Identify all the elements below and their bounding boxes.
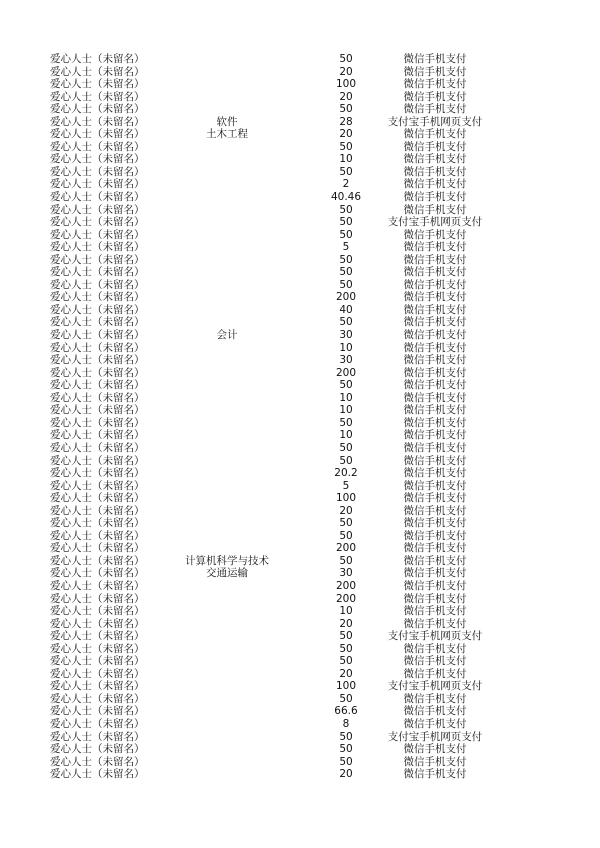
donor-name-cell: 爱心人士（未留名） — [50, 542, 145, 555]
amount-cell: 28 — [339, 115, 353, 128]
table-row — [0, 580, 600, 593]
payment-method-cell: 微信手机支付 — [403, 642, 467, 655]
amount-cell: 50 — [339, 278, 353, 291]
table-row — [0, 731, 600, 744]
payment-method-cell: 微信手机支付 — [403, 554, 467, 567]
payment-method-cell: 支付宝手机网页支付 — [387, 216, 483, 229]
amount-cell: 10 — [339, 605, 353, 618]
donor-name-cell: 爱心人士（未留名） — [50, 630, 145, 643]
table-row — [0, 178, 600, 191]
donor-name-cell: 爱心人士（未留名） — [50, 115, 145, 128]
donor-name-cell: 爱心人士（未留名） — [50, 103, 145, 116]
donor-name-cell: 爱心人士（未留名） — [50, 228, 145, 241]
table-row — [0, 291, 600, 304]
payment-method-cell: 微信手机支付 — [403, 717, 467, 730]
table-row — [0, 266, 600, 279]
donor-name-cell: 爱心人士（未留名） — [50, 78, 145, 91]
payment-method-cell: 微信手机支付 — [403, 667, 467, 680]
amount-cell: 50 — [339, 53, 353, 65]
donor-name-cell: 爱心人士（未留名） — [50, 354, 145, 367]
payment-method-cell: 支付宝手机网页支付 — [387, 730, 483, 743]
donor-name-cell: 爱心人士（未留名） — [50, 567, 145, 580]
amount-cell: 50 — [339, 730, 353, 743]
donor-name-cell: 爱心人士（未留名） — [50, 768, 145, 781]
donor-name-cell: 爱心人士（未留名） — [50, 291, 145, 304]
table-row — [0, 630, 600, 643]
donor-name-cell: 爱心人士（未留名） — [50, 517, 145, 530]
donor-name-cell: 爱心人士（未留名） — [50, 253, 145, 266]
amount-cell: 50 — [339, 165, 353, 178]
donor-name-cell: 爱心人士（未留名） — [50, 404, 145, 417]
amount-cell: 50 — [339, 441, 353, 454]
donor-name-cell: 爱心人士（未留名） — [50, 278, 145, 291]
payment-method-cell: 微信手机支付 — [403, 379, 467, 392]
donor-name-cell: 爱心人士（未留名） — [50, 178, 145, 191]
donor-name-cell: 爱心人士（未留名） — [50, 341, 145, 354]
table-row — [0, 705, 600, 718]
table-row — [0, 354, 600, 367]
table-row — [0, 304, 600, 317]
table-row — [0, 542, 600, 555]
amount-cell: 50 — [339, 529, 353, 542]
major-cell: 交通运输 — [206, 567, 248, 580]
payment-method-cell: 微信手机支付 — [403, 692, 467, 705]
donor-name-cell: 爱心人士（未留名） — [50, 153, 145, 166]
amount-cell: 50 — [339, 203, 353, 216]
amount-cell: 40.46 — [330, 191, 362, 204]
donor-name-cell: 爱心人士（未留名） — [50, 680, 145, 693]
payment-method-cell: 微信手机支付 — [403, 354, 467, 367]
amount-cell: 50 — [339, 266, 353, 279]
payment-method-cell: 微信手机支付 — [403, 153, 467, 166]
amount-cell: 50 — [339, 253, 353, 266]
donor-name-cell: 爱心人士（未留名） — [50, 266, 145, 279]
table-row — [0, 480, 600, 493]
amount-cell: 20 — [339, 768, 353, 781]
amount-cell: 200 — [335, 366, 357, 379]
table-row — [0, 743, 600, 756]
donor-name-cell: 爱心人士（未留名） — [50, 379, 145, 392]
payment-method-cell: 微信手机支付 — [403, 579, 467, 592]
amount-cell: 50 — [339, 103, 353, 116]
amount-cell: 5 — [342, 479, 350, 492]
payment-method-cell: 微信手机支付 — [403, 454, 467, 467]
table-row — [0, 166, 600, 179]
donor-name-cell: 爱心人士（未留名） — [50, 165, 145, 178]
table-row — [0, 768, 600, 781]
table-row — [0, 103, 600, 116]
payment-method-cell: 微信手机支付 — [403, 303, 467, 316]
amount-cell: 20 — [339, 128, 353, 141]
payment-method-cell: 微信手机支付 — [403, 65, 467, 78]
table-row — [0, 492, 600, 505]
table-row — [0, 204, 600, 217]
table-row — [0, 442, 600, 455]
payment-method-cell: 微信手机支付 — [403, 228, 467, 241]
payment-method-cell: 支付宝手机网页支付 — [387, 680, 483, 693]
payment-method-cell: 微信手机支付 — [403, 605, 467, 618]
payment-method-cell: 微信手机支付 — [403, 391, 467, 404]
payment-method-cell: 微信手机支付 — [403, 253, 467, 266]
payment-method-cell: 微信手机支付 — [403, 191, 467, 204]
donor-name-cell: 爱心人士（未留名） — [50, 605, 145, 618]
donor-name-cell: 爱心人士（未留名） — [50, 504, 145, 517]
donor-name-cell: 爱心人士（未留名） — [50, 65, 145, 78]
table-row — [0, 455, 600, 468]
payment-method-cell: 微信手机支付 — [403, 329, 467, 342]
donor-name-cell: 爱心人士（未留名） — [50, 128, 145, 141]
payment-method-cell: 微信手机支付 — [403, 53, 467, 65]
amount-cell: 200 — [335, 579, 357, 592]
donor-name-cell: 爱心人士（未留名） — [50, 140, 145, 153]
donor-name-cell: 爱心人士（未留名） — [50, 479, 145, 492]
table-row — [0, 593, 600, 606]
payment-method-cell: 微信手机支付 — [403, 529, 467, 542]
donor-name-cell: 爱心人士（未留名） — [50, 429, 145, 442]
amount-cell: 30 — [339, 567, 353, 580]
amount-cell: 10 — [339, 153, 353, 166]
amount-cell: 100 — [335, 680, 357, 693]
payment-method-cell: 微信手机支付 — [403, 178, 467, 191]
donor-name-cell: 爱心人士（未留名） — [50, 529, 145, 542]
amount-cell: 50 — [339, 642, 353, 655]
payment-method-cell: 微信手机支付 — [403, 542, 467, 555]
donor-name-cell: 爱心人士（未留名） — [50, 90, 145, 103]
payment-method-cell: 微信手机支付 — [403, 479, 467, 492]
table-row — [0, 116, 600, 129]
amount-cell: 50 — [339, 216, 353, 229]
donor-name-cell: 爱心人士（未留名） — [50, 755, 145, 768]
payment-method-cell: 微信手机支付 — [403, 90, 467, 103]
amount-cell: 2 — [342, 178, 350, 191]
amount-cell: 100 — [335, 492, 357, 505]
donor-name-cell: 爱心人士（未留名） — [50, 53, 145, 65]
amount-cell: 50 — [339, 140, 353, 153]
donor-name-cell: 爱心人士（未留名） — [50, 366, 145, 379]
donor-name-cell: 爱心人士（未留名） — [50, 743, 145, 756]
payment-method-cell: 微信手机支付 — [403, 404, 467, 417]
payment-method-cell: 微信手机支付 — [403, 291, 467, 304]
payment-method-cell: 支付宝手机网页支付 — [387, 630, 483, 643]
table-row — [0, 279, 600, 292]
table-row — [0, 655, 600, 668]
amount-cell: 40 — [339, 303, 353, 316]
table-row — [0, 530, 600, 543]
table-row — [0, 216, 600, 229]
table-row — [0, 66, 600, 79]
payment-method-cell: 微信手机支付 — [403, 366, 467, 379]
payment-method-cell: 微信手机支付 — [403, 617, 467, 630]
amount-cell: 5 — [342, 241, 350, 254]
payment-method-cell: 微信手机支付 — [403, 592, 467, 605]
amount-cell: 50 — [339, 630, 353, 643]
table-row — [0, 229, 600, 242]
donor-name-cell: 爱心人士（未留名） — [50, 391, 145, 404]
donor-name-cell: 爱心人士（未留名） — [50, 667, 145, 680]
amount-cell: 20 — [339, 617, 353, 630]
donor-name-cell: 爱心人士（未留名） — [50, 241, 145, 254]
table-row — [0, 329, 600, 342]
payment-method-cell: 微信手机支付 — [403, 492, 467, 505]
donor-name-cell: 爱心人士（未留名） — [50, 554, 145, 567]
donor-name-cell: 爱心人士（未留名） — [50, 454, 145, 467]
payment-method-cell: 支付宝手机网页支付 — [387, 115, 483, 128]
amount-cell: 10 — [339, 341, 353, 354]
table-row — [0, 567, 600, 580]
payment-method-cell: 微信手机支付 — [403, 165, 467, 178]
donor-name-cell: 爱心人士（未留名） — [50, 717, 145, 730]
amount-cell: 30 — [339, 329, 353, 342]
payment-method-cell: 微信手机支付 — [403, 266, 467, 279]
amount-cell: 8 — [342, 717, 350, 730]
table-row — [0, 78, 600, 91]
table-row — [0, 643, 600, 656]
payment-method-cell: 微信手机支付 — [403, 755, 467, 768]
amount-cell: 66.6 — [334, 705, 358, 718]
payment-method-cell: 微信手机支付 — [403, 743, 467, 756]
payment-method-cell: 微信手机支付 — [403, 705, 467, 718]
donor-name-cell: 爱心人士（未留名） — [50, 467, 145, 480]
amount-cell: 20 — [339, 90, 353, 103]
table-row — [0, 342, 600, 355]
table-row — [0, 316, 600, 329]
donor-name-cell: 爱心人士（未留名） — [50, 692, 145, 705]
table-row — [0, 241, 600, 254]
table-row — [0, 153, 600, 166]
table-row — [0, 680, 600, 693]
amount-cell: 100 — [335, 78, 357, 91]
payment-method-cell: 微信手机支付 — [403, 128, 467, 141]
table-row — [0, 404, 600, 417]
donor-name-cell: 爱心人士（未留名） — [50, 316, 145, 329]
payment-method-cell: 微信手机支付 — [403, 567, 467, 580]
amount-cell: 20 — [339, 65, 353, 78]
amount-cell: 30 — [339, 354, 353, 367]
table-row — [0, 254, 600, 267]
donor-name-cell: 爱心人士（未留名） — [50, 416, 145, 429]
amount-cell: 20.2 — [334, 467, 358, 480]
donor-name-cell: 爱心人士（未留名） — [50, 730, 145, 743]
table-row — [0, 668, 600, 681]
payment-method-cell: 微信手机支付 — [403, 655, 467, 668]
donor-name-cell: 爱心人士（未留名） — [50, 617, 145, 630]
table-row — [0, 141, 600, 154]
amount-cell: 50 — [339, 554, 353, 567]
amount-cell: 50 — [339, 517, 353, 530]
amount-cell: 50 — [339, 692, 353, 705]
amount-cell: 20 — [339, 504, 353, 517]
table-row — [0, 429, 600, 442]
amount-cell: 50 — [339, 454, 353, 467]
major-cell: 会计 — [216, 329, 238, 342]
amount-cell: 50 — [339, 416, 353, 429]
table-row — [0, 718, 600, 731]
major-cell: 软件 — [216, 115, 238, 128]
donor-name-cell: 爱心人士（未留名） — [50, 579, 145, 592]
table-row — [0, 392, 600, 405]
payment-method-cell: 微信手机支付 — [403, 316, 467, 329]
payment-method-cell: 微信手机支付 — [403, 341, 467, 354]
amount-cell: 200 — [335, 592, 357, 605]
amount-cell: 200 — [335, 291, 357, 304]
donor-name-cell: 爱心人士（未留名） — [50, 191, 145, 204]
table-row — [0, 605, 600, 618]
donor-name-cell: 爱心人士（未留名） — [50, 592, 145, 605]
table-row — [0, 467, 600, 480]
payment-method-cell: 微信手机支付 — [403, 140, 467, 153]
payment-method-cell: 微信手机支付 — [403, 241, 467, 254]
payment-method-cell: 微信手机支付 — [403, 429, 467, 442]
donor-name-cell: 爱心人士（未留名） — [50, 705, 145, 718]
payment-method-cell: 微信手机支付 — [403, 517, 467, 530]
table-row — [0, 91, 600, 104]
amount-cell: 50 — [339, 755, 353, 768]
table-row — [0, 379, 600, 392]
donor-name-cell: 爱心人士（未留名） — [50, 492, 145, 505]
payment-method-cell: 微信手机支付 — [403, 103, 467, 116]
table-row — [0, 53, 600, 66]
amount-cell: 50 — [339, 743, 353, 756]
amount-cell: 50 — [339, 655, 353, 668]
payment-method-cell: 微信手机支付 — [403, 504, 467, 517]
amount-cell: 50 — [339, 379, 353, 392]
table-row — [0, 693, 600, 706]
payment-method-cell: 微信手机支付 — [403, 467, 467, 480]
donation-table — [0, 53, 600, 781]
table-row — [0, 618, 600, 631]
amount-cell: 50 — [339, 316, 353, 329]
payment-method-cell: 微信手机支付 — [403, 768, 467, 781]
table-row — [0, 367, 600, 380]
amount-cell: 10 — [339, 391, 353, 404]
major-cell: 计算机科学与技术 — [185, 554, 269, 567]
payment-method-cell: 微信手机支付 — [403, 278, 467, 291]
payment-method-cell: 微信手机支付 — [403, 78, 467, 91]
payment-method-cell: 微信手机支付 — [403, 416, 467, 429]
table-row — [0, 417, 600, 430]
donor-name-cell: 爱心人士（未留名） — [50, 642, 145, 655]
amount-cell: 10 — [339, 404, 353, 417]
payment-method-cell: 微信手机支付 — [403, 441, 467, 454]
donor-name-cell: 爱心人士（未留名） — [50, 203, 145, 216]
table-row — [0, 191, 600, 204]
table-row — [0, 756, 600, 769]
donor-name-cell: 爱心人士（未留名） — [50, 441, 145, 454]
donor-name-cell: 爱心人士（未留名） — [50, 329, 145, 342]
table-row — [0, 128, 600, 141]
donor-name-cell: 爱心人士（未留名） — [50, 303, 145, 316]
donor-name-cell: 爱心人士（未留名） — [50, 216, 145, 229]
donor-name-cell: 爱心人士（未留名） — [50, 655, 145, 668]
payment-method-cell: 微信手机支付 — [403, 203, 467, 216]
table-row — [0, 505, 600, 518]
amount-cell: 50 — [339, 228, 353, 241]
table-row — [0, 555, 600, 568]
amount-cell: 200 — [335, 542, 357, 555]
table-row — [0, 517, 600, 530]
amount-cell: 20 — [339, 667, 353, 680]
amount-cell: 10 — [339, 429, 353, 442]
major-cell: 土木工程 — [206, 128, 248, 141]
